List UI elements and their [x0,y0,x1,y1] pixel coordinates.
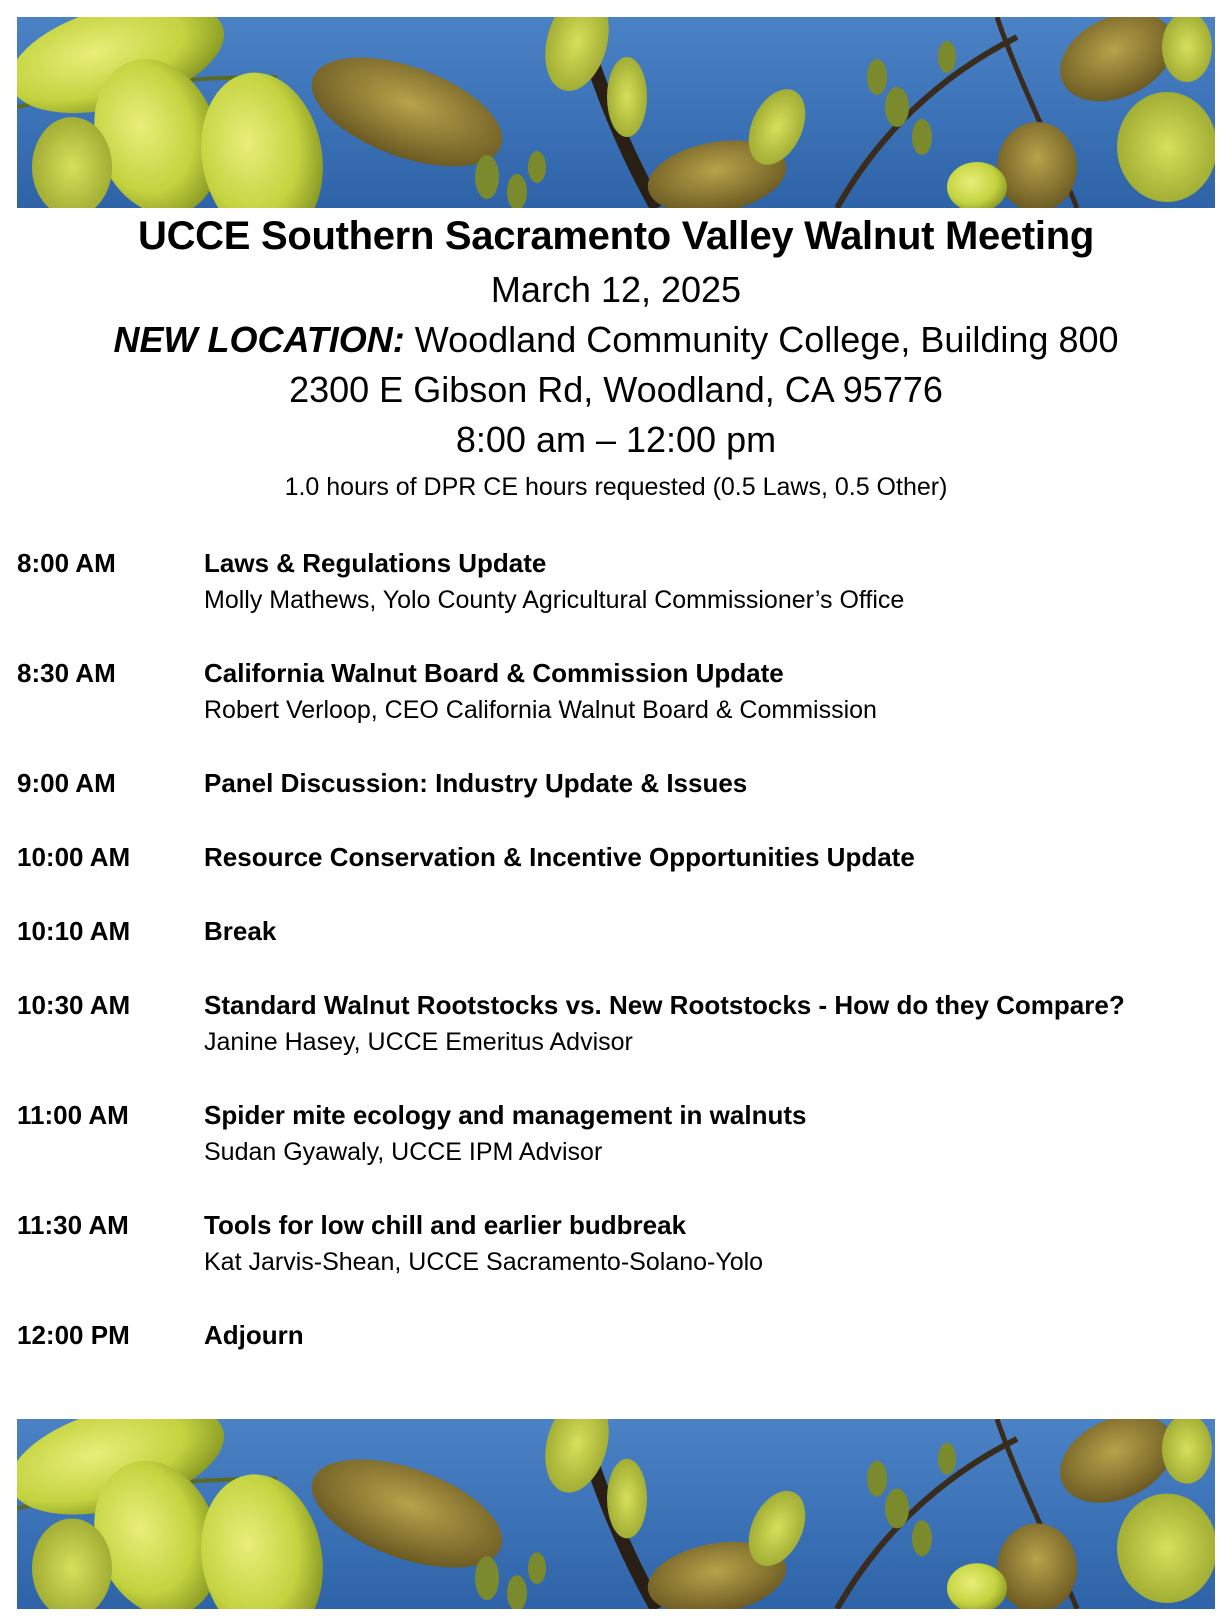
agenda-time: 11:30 AM [17,1210,129,1240]
agenda-title: California Walnut Board & Commission Update [204,658,784,688]
walnut-leaves-photo-icon [17,17,1215,208]
agenda-title: Resource Conservation & Incentive Opportunities Update [204,842,915,872]
agenda-time: 8:00 AM [17,548,116,578]
meeting-hours: 8:00 am – 12:00 pm [455,419,777,460]
top-banner-image [17,17,1215,208]
agenda-speaker: Robert Verloop, CEO California Walnut Board & Commission [204,696,877,724]
walnut-leaves-photo-icon [17,1419,1215,1609]
agenda-title: Break [204,916,277,946]
agenda-title: Spider mite ecology and management in walnuts [204,1100,807,1130]
agenda-time: 11:00 AM [17,1100,129,1130]
agenda-title: Standard Walnut Rootstocks vs. New Rootstocks - How do they Compare? [204,990,1125,1020]
bottom-banner-image [17,1419,1215,1609]
agenda-title: Adjourn [204,1320,304,1350]
ce-hours-note: 1.0 hours of DPR CE hours requested (0.5 Laws, 0.5 Other) [284,473,948,501]
location-label: NEW LOCATION: [113,319,405,360]
agenda-speaker: Janine Hasey, UCCE Emeritus Advisor [204,1028,633,1056]
page-title: UCCE Southern Sacramento Valley Walnut Meeting [137,214,1094,258]
agenda-speaker: Kat Jarvis-Shean, UCCE Sacramento-Solano-Yolo [204,1248,764,1276]
location-value: Woodland Community College, Building 800 [404,319,1119,360]
agenda-time: 10:30 AM [17,990,131,1020]
agenda-title: Panel Discussion: Industry Update & Issues [204,768,748,798]
agenda-title: Tools for low chill and earlier budbreak [204,1210,687,1240]
agenda-time: 8:30 AM [17,658,116,688]
meeting-date: March 12, 2025 [490,269,742,310]
meeting-address: 2300 E Gibson Rd, Woodland, CA 95776 [289,369,943,410]
agenda-time: 10:00 AM [17,842,131,872]
agenda-time: 9:00 AM [17,768,116,798]
meeting-location [0,319,1232,361]
agenda-title: Laws & Regulations Update [204,548,547,578]
agenda-speaker: Molly Mathews, Yolo County Agricultural Commissioner’s Office [204,586,905,614]
agenda-time: 10:10 AM [17,916,131,946]
agenda-speaker: Sudan Gyawaly, UCCE IPM Advisor [204,1138,603,1166]
agenda-time: 12:00 PM [17,1320,130,1350]
